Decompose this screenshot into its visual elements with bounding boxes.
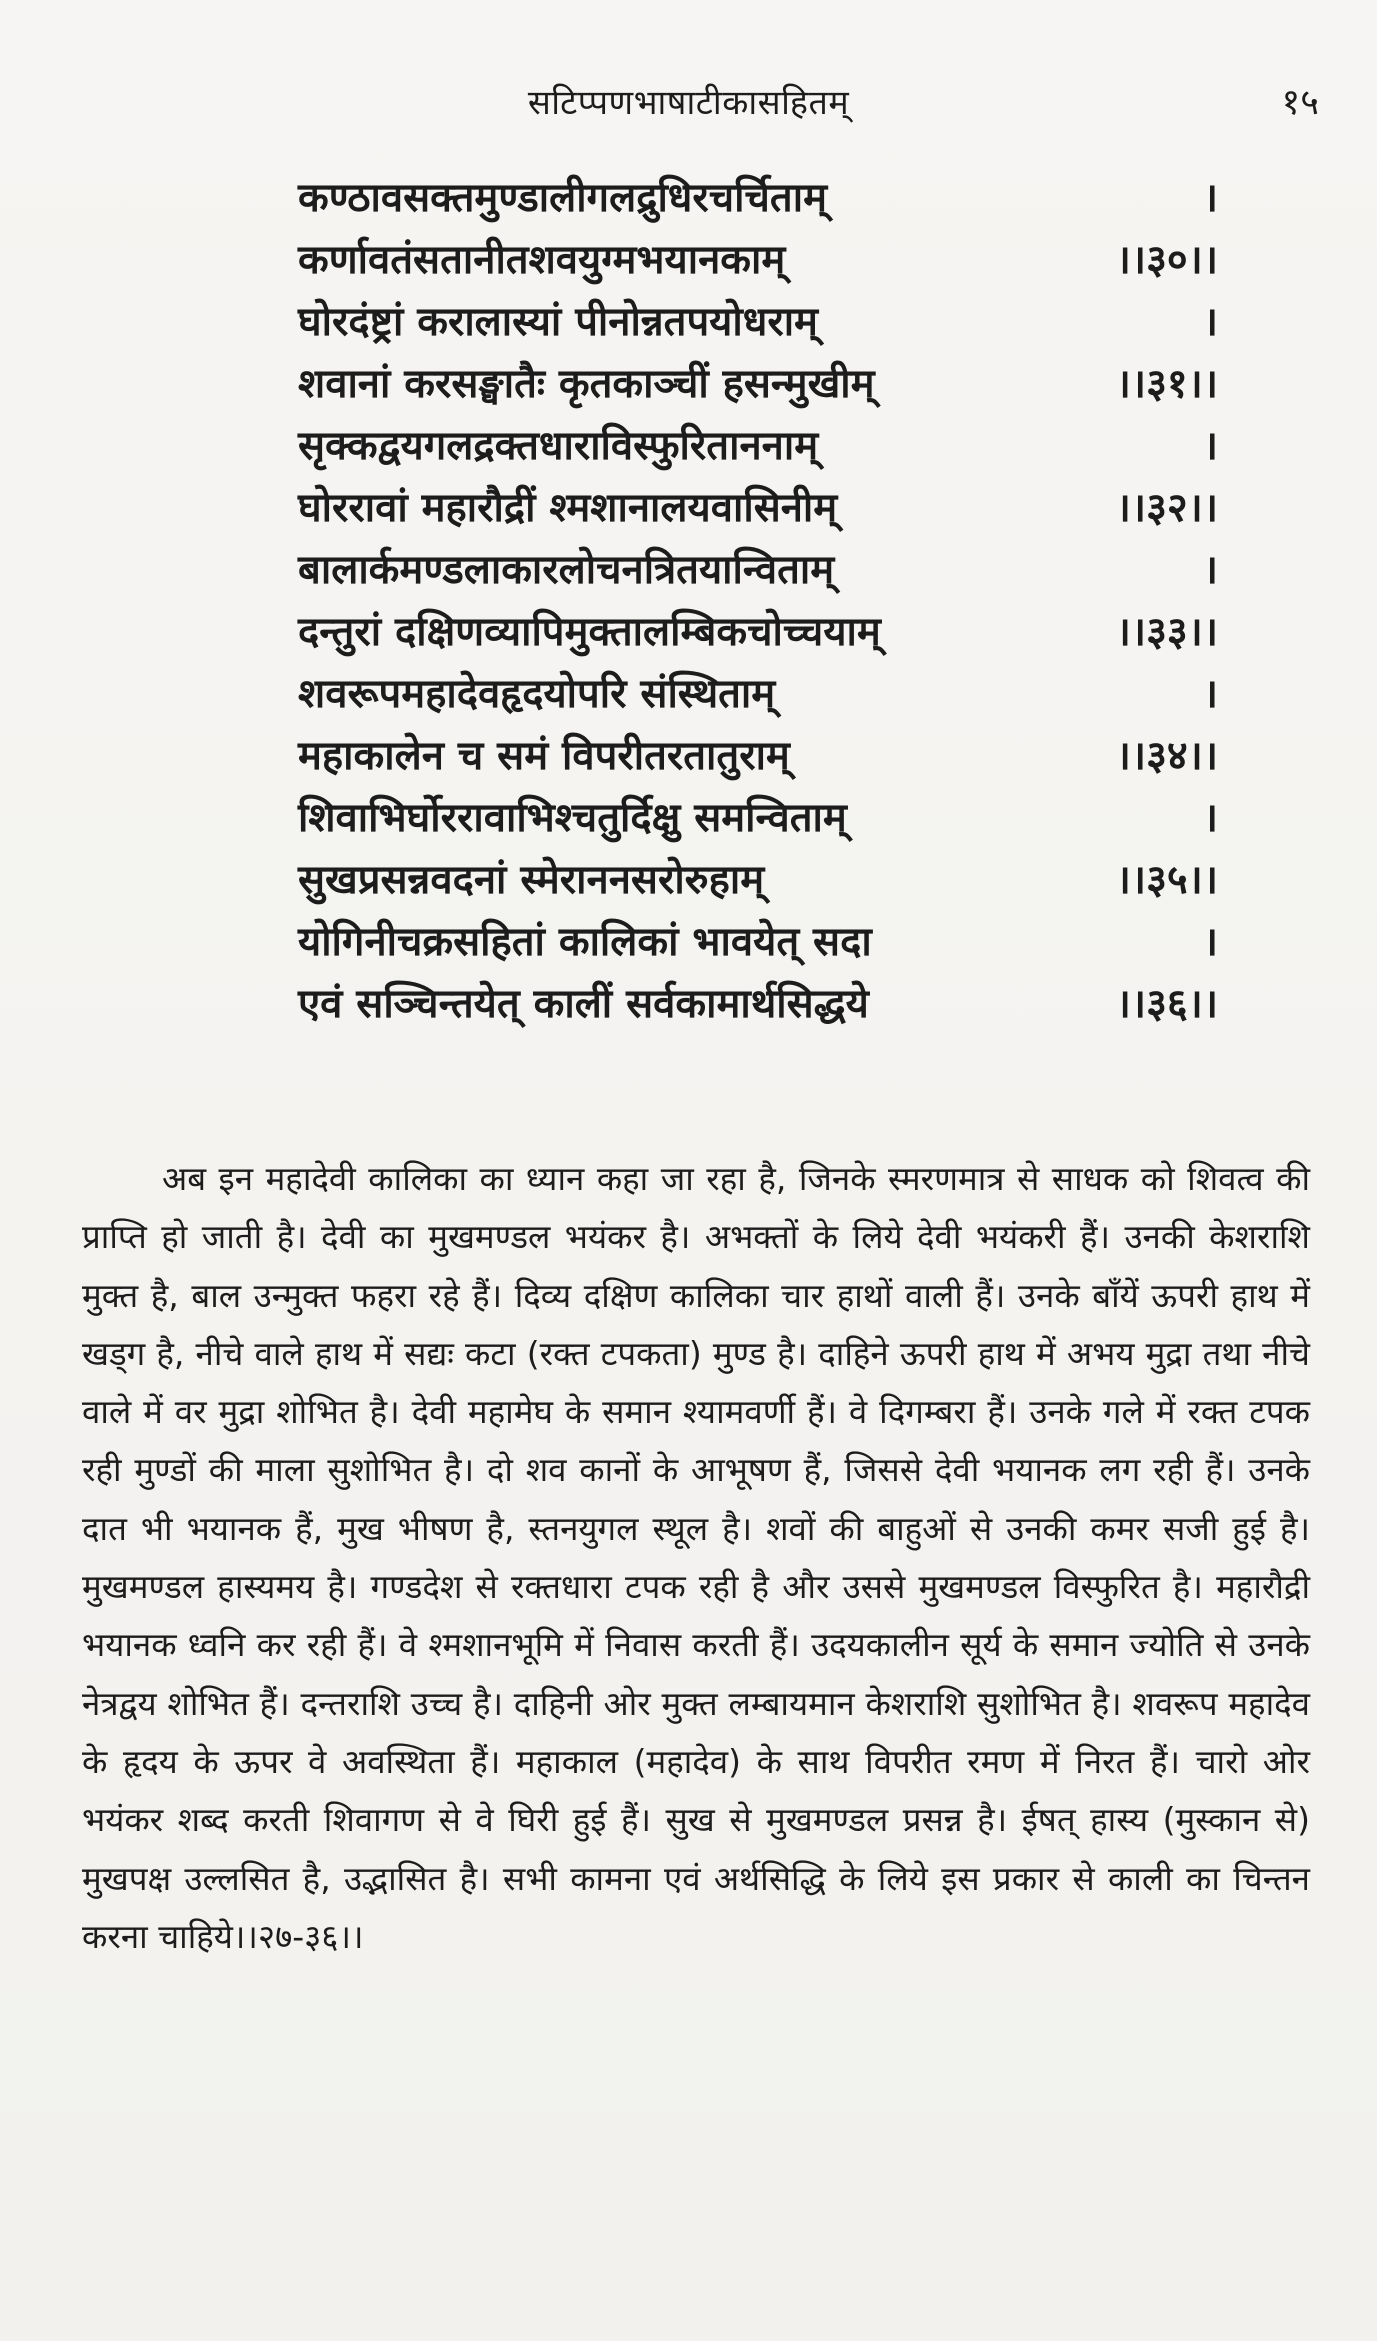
verse-line	[298, 974, 1218, 1036]
verse-line	[298, 664, 1218, 726]
verse-text: दन्तुरां दक्षिणव्यापिमुक्तालम्बिकचोच्चयाम्	[298, 609, 881, 655]
verse-marker: ।।३२।।	[1115, 485, 1218, 531]
verse-marker: ।	[1202, 175, 1218, 221]
verse-line	[298, 478, 1218, 540]
verse-marker: ।।३०।।	[1115, 237, 1218, 283]
verse-line	[298, 850, 1218, 912]
verse-marker: ।।३१।।	[1115, 361, 1218, 407]
verse-marker: ।।३५।।	[1115, 857, 1218, 903]
verse-line	[298, 602, 1218, 664]
verse-marker: ।	[1202, 795, 1218, 841]
verse-marker: ।।३६।।	[1115, 981, 1218, 1027]
verse-text: कण्ठावसक्तमुण्डालीगलद्रुधिरचर्चिताम्	[298, 175, 827, 221]
verse-text: शवरूपमहादेवहृदयोपरि संस्थिताम्	[298, 671, 776, 717]
verse-marker: ।	[1202, 547, 1218, 593]
verse-marker: ।	[1202, 423, 1218, 469]
verse-line	[298, 416, 1218, 478]
verse-text: महाकालेन च समं विपरीतरतातुराम्	[298, 733, 790, 779]
verse-marker: ।।३३।।	[1115, 609, 1218, 655]
verse-text: सुखप्रसन्नवदनां स्मेराननसरोरुहाम्	[298, 857, 765, 903]
hindi-commentary: अब इन महादेवी कालिका का ध्यान कहा जा रहा है, जिनके स्मरणमात्र से साधक को शिवत्व की प्राप्ति हो जाती है। देवी का मुखमण्डल भयंकर है। अभक्तों के लिये देवी भयंकरी हैं। उनकी केशराशि मुक्त है, बाल उन्मुक्त फहरा रहे हैं। दिव्य दक्षिण कालिका चार हाथों वाली हैं। उनके बाँयें ऊपरी हाथ में खड्ग है, नीचे वाले हाथ में सद्यः कटा (रक्त टपकता) मुण्ड है। दाहिने ऊपरी हाथ में अभय मुद्रा तथा नीचे वाले में वर मुद्रा शोभित है। देवी महामेघ के समान श्यामवर्णी हैं। वे दिगम्बरा हैं। उनके गले में रक्त टपक रही मुण्डों की माला सुशोभित है। दो शव कानों के आभूषण हैं, जिससे देवी भयानक लग रही हैं। उनके दात भी भयानक हैं, मुख भीषण है, स्तनयुगल स्थूल है। शवों की बाहुओं से उनकी कमर सजी हुई है। मुखमण्डल हास्यमय है। गण्डदेश से रक्तधारा टपक रही है और उससे मुखमण्डल विस्फुरित है। महारौद्री भयानक ध्वनि कर रही हैं। वे श्मशानभूमि में निवास करती हैं। उदयकालीन सूर्य के समान ज्योति से उनके नेत्रद्वय शोभित हैं। दन्तराशि उच्च है। दाहिनी ओर मुक्त लम्बायमान केशराशि सुशोभित है। शवरूप महादेव के हृदय के ऊपर वे अवस्थिता हैं। महाकाल (महादेव) के साथ विपरीत रमण में निरत हैं। चारो ओर भयंकर शब्द करती शिवागण से वे घिरी हुई हैं। सुख से मुखमण्डल प्रसन्न है। ईषत् हास्य (मुस्कान से) मुखपक्ष उल्लसित है, उद्भासित है। सभी कामना एवं अर्थसिद्धि के लिये इस प्रकार से काली का चिन्तन करना चाहिये।।२७-३६।।	[82, 1159, 1310, 1956]
verse-marker: ।।३४।।	[1115, 733, 1218, 779]
verse-block	[298, 168, 1218, 1036]
verse-line	[298, 726, 1218, 788]
verse-line	[298, 230, 1218, 292]
verse-text: घोररावां महारौद्रीं श्मशानालयवासिनीम्	[298, 485, 838, 531]
running-title: सटिप्पणभाषाटीकासहितम्	[527, 83, 850, 123]
verse-text: योगिनीचक्रसहितां कालिकां भावयेत् सदा	[298, 919, 872, 965]
verse-line	[298, 540, 1218, 602]
verse-text: शवानां करसङ्घातैः कृतकाञ्चीं हसन्मुखीम्	[298, 361, 875, 407]
verse-line	[298, 912, 1218, 974]
verse-text: घोरदंष्ट्रां करालास्यां पीनोन्नतपयोधराम्	[298, 299, 818, 345]
page-number: १५	[1281, 82, 1319, 123]
verse-line	[298, 788, 1218, 850]
verse-marker: ।	[1202, 919, 1218, 965]
verse-line	[298, 168, 1218, 230]
verse-marker: ।	[1202, 671, 1218, 717]
verse-text: सृक्कद्वयगलद्रक्तधाराविस्फुरिताननाम्	[298, 423, 819, 469]
verse-text: शिवाभिर्घोररावाभिश्चतुर्दिक्षु समन्विताम्	[298, 795, 847, 841]
verse-marker: ।	[1202, 299, 1218, 345]
verse-text: एवं सञ्चिन्तयेत् कालीं सर्वकामार्थसिद्धये	[298, 981, 869, 1027]
verse-line	[298, 292, 1218, 354]
verse-text: बालार्कमण्डलाकारलोचनत्रितयान्विताम्	[298, 547, 835, 593]
verse-text: कर्णावतंसतानीतशवयुग्मभयानकाम्	[298, 237, 786, 283]
verse-line	[298, 354, 1218, 416]
